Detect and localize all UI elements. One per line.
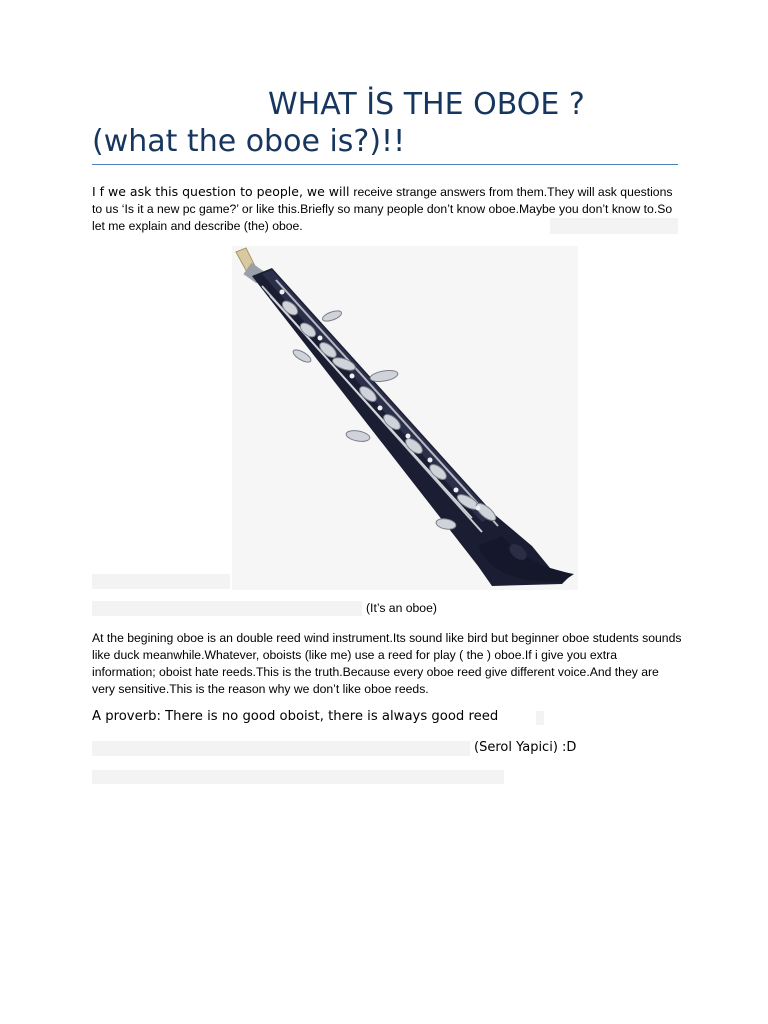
highlight-band [92,574,230,589]
highlight-band [536,711,544,725]
highlight-band [550,218,678,234]
figure-caption: (It’s an oboe) [366,601,437,615]
oboe-illustration-icon [232,246,578,590]
intro-lead: I f we ask this question to people, we will [92,184,354,199]
highlight-band [92,741,470,756]
body-paragraph: At the begining oboe is an double reed wind instrument.Its sound like bird but beginner oboe students sounds like duck meanwhile.Whatever, oboists (like me) use a reed for play ( the ) oboe.If i give you extra information; oboist hate reeds.This is the truth.Because every oboe reed give different voice.And they are very sensitive.This is the reason why we don’t like oboe reeds. [92,631,682,696]
document-title: WHAT İS THE OBOE ? [268,87,585,122]
highlight-band [92,601,362,616]
intro-rest: receive strange answers from them.They will ask questions to us ‘Is it a new pc game?’ or like this.Briefly so many people don’t know oboe.Maybe you don’t know to.So let me explain and describe (the) oboe. [92,185,673,233]
proverb-line: A proverb: There is no good oboist, there is always good reed [92,709,499,724]
highlight-band [92,770,504,784]
title-underline [92,164,678,165]
document-subtitle: (what the oboe is?)!! [92,124,406,159]
author-signature: (Serol Yapici) :D [474,740,577,755]
